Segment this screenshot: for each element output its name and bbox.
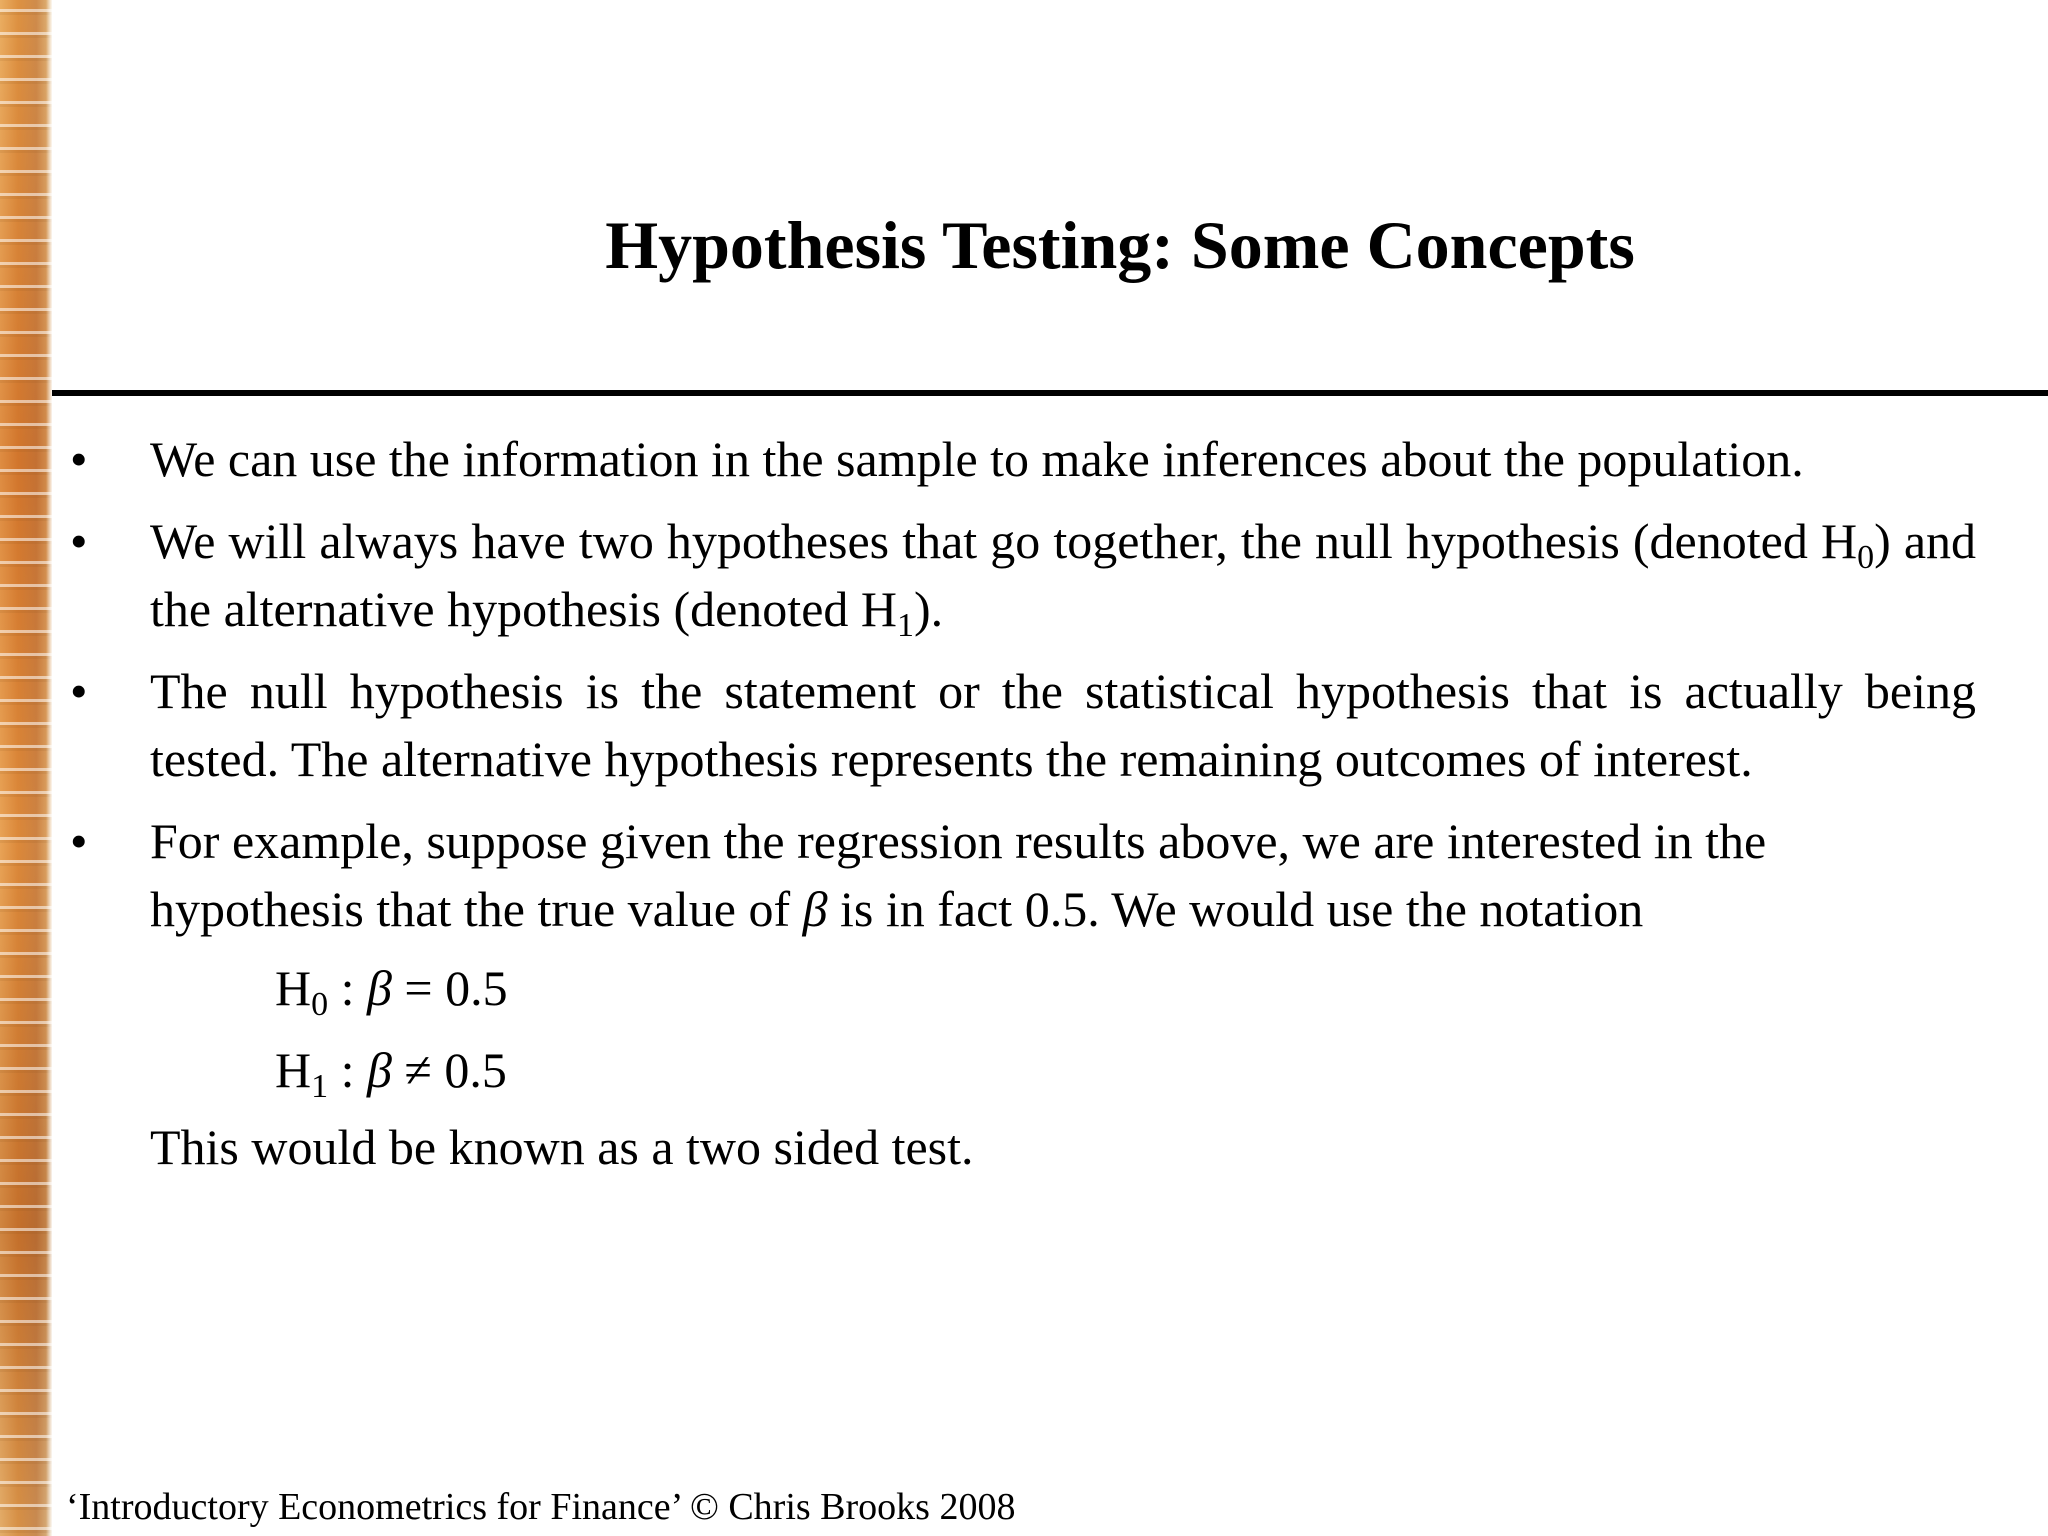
footer-copyright: ‘Introductory Econometrics for Finance’ © Chris Brooks 2008 [66, 1486, 1016, 1528]
slide-body [60, 425, 1976, 1181]
hypothesis-symbol: H [275, 960, 312, 1016]
bullet-text: We can use the information in the sample to make inferences about the population. [150, 431, 1804, 487]
bullet-dot: • [70, 431, 88, 487]
bullet-item [60, 807, 1976, 943]
subscript: 0 [311, 986, 329, 1023]
closing-text: This would be known as a two sided test. [150, 1119, 974, 1175]
null-hypothesis-equation [275, 947, 1976, 1029]
bullet-text: The null hypothesis is the statement or the statistical hypothesis that is actually being tested. The alternative hypothesis represents the remaining outcomes of interest. [150, 663, 1976, 787]
colon: : [328, 1042, 368, 1098]
beta-symbol: β [367, 960, 392, 1016]
text-segment: ). [914, 581, 944, 637]
text-segment: is in fact 0.5. We would use the notation [827, 881, 1644, 937]
text-segment: We will always have two hypotheses that go together, the null hypothesis (denoted H [150, 513, 1858, 569]
beta-symbol: β [367, 1042, 392, 1098]
alternative-hypothesis-equation [275, 1029, 1976, 1111]
decorative-side-stripe [0, 0, 52, 1536]
title-divider [52, 390, 2048, 396]
beta-symbol: β [802, 881, 828, 937]
bullet-item [60, 425, 1976, 493]
text-segment: For example, suppose given the regression results above, we are interested in the hypothesis that the true value of [150, 813, 1767, 937]
subscript: 0 [1857, 539, 1875, 576]
colon: : [328, 960, 368, 1016]
bullet-text [150, 807, 1976, 943]
bullet-item [60, 657, 1976, 793]
text-segment: ) and the alternative hypothesis (denoted H [150, 513, 1977, 637]
bullet-dot: • [70, 663, 88, 719]
bullet-dot: • [70, 813, 88, 869]
hypothesis-symbol: H [275, 1042, 312, 1098]
slide-title: Hypothesis Testing: Some Concepts [605, 207, 1635, 283]
relation: ≠ 0.5 [391, 1042, 507, 1098]
subscript: 1 [311, 1068, 329, 1105]
relation: = 0.5 [391, 960, 508, 1016]
subscript: 1 [897, 607, 914, 644]
bullet-dot: • [70, 513, 88, 569]
bullet-text [150, 507, 1976, 643]
bullet-item [60, 507, 1976, 643]
